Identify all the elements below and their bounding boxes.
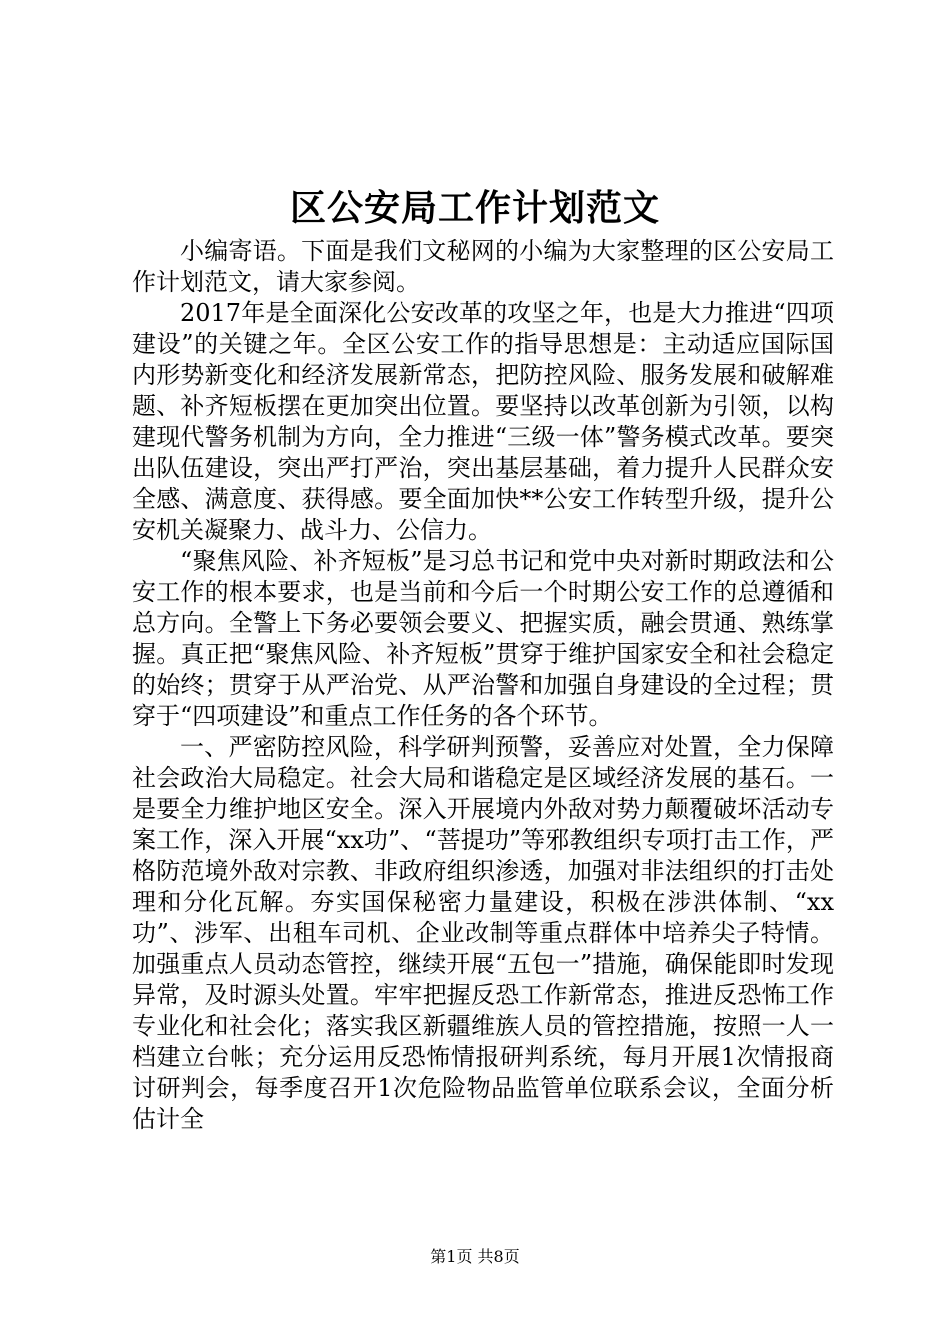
document-body [132,236,834,1135]
paragraph-intro: 小编寄语。下面是我们文秘网的小编为大家整理的区公安局工作计划范文，请大家参阅。 [132,237,834,296]
page-footer: 第1页 共8页 [430,1247,520,1266]
paragraph-focus-risk: “聚焦风险、补齐短板”是习总书记和党中央对新时期政法和公安工作的根本要求，也是当前和今后一个时期公安工作的总遵循和总方向。全警上下务必要领会要义、把握实质，融会贯通、熟练掌握。真正把“聚焦风险、补齐短板”贯穿于维护国家安全和社会稳定的始终；贯穿于从严治党、从严治警和加强自身建设的全过程；贯穿于“四项建设”和重点工作任务的各个环节。 [132,547,834,730]
paragraph-guiding-thought: 2017年是全面深化公安改革的攻坚之年，也是大力推进“四项建设”的关键之年。全区公安工作的指导思想是：主动适应国际国内形势新变化和经济发展新常态，把防控风险、服务发展和破解难题、补齐短板摆在更加突出位置。要坚持以改革创新为引领，以构建现代警务机制为方向，全力推进“三级一体”警务模式改革。要突出队伍建设，突出严打严治，突出基层基础，着力提升人民群众安全感、满意度、获得感。要全面加快**公安工作转型升级，提升公安机关凝聚力、战斗力、公信力。 [132,299,834,544]
paragraph-section-one: 一、严密防控风险，科学研判预警，妥善应对处置，全力保障社会政治大局稳定。社会大局和谐稳定是区域经济发展的基石。一是要全力维护地区安全。深入开展境内外敌对势力颠覆破坏活动专案工作，深入开展“xx功”、“菩提功”等邪教组织专项打击工作，严格防范境外敌对宗教、非政府组织渗透，加强对非法组织的打击处理和分化瓦解。夯实国保秘密力量建设，积极在涉洪体制、“xx功”、涉军、出租车司机、企业改制等重点群体中培养尖子特情。加强重点人员动态管控，继续开展“五包一”措施，确保能即时发现异常，及时源头处置。牢牢把握反恐工作新常态，推进反恐怖工作专业化和社会化；落实我区新疆维族人员的管控措施，按照一人一档建立台帐；充分运用反恐怖情报研判系统，每月开展1次情报商讨研判会，每季度召开1次危险物品监管单位联系会议，全面分析估计全 [132,733,834,1133]
document-title: 区公安局工作计划范文 [289,187,660,229]
